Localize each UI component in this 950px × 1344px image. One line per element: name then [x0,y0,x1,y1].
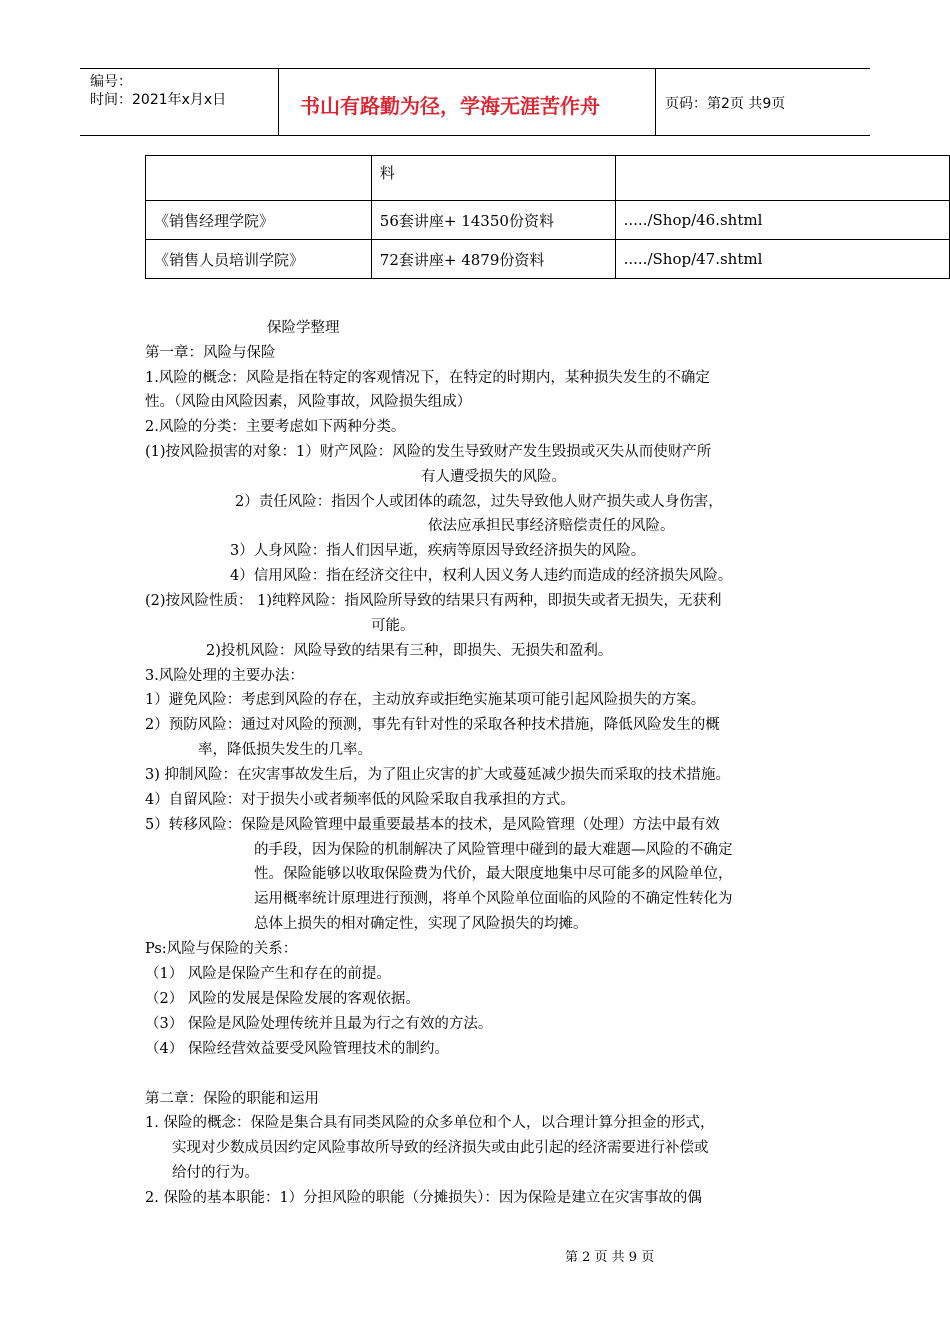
motto-slogan: 书山有路勤为径，学海无涯苦作舟 [300,94,600,118]
page-info: 页码：第2页 共9页 [665,96,786,112]
table-cell: 72套讲座+ 4879份资料 [371,240,615,279]
resource-table [145,155,950,279]
paragraph-line: 2)投机风险：风险导致的结果有三种，即损失、无损失和盈利。 [206,643,613,659]
list-item: （4） 保险经营效益要受风险管理技术的制约。 [145,1041,449,1057]
paragraph-line: 1）避免风险：考虑到风险的存在，主动放弃或拒绝实施某项可能引起风险损失的方案。 [145,692,706,708]
paragraph-line: 总体上损失的相对确定性，实现了风险损失的均摊。 [254,916,588,932]
paragraph-line: 5）转移风险：保险是风险管理中最重要最基本的技术，是风险管理（处理）方法中最有效 [145,817,720,833]
header-bottom-rule [80,135,870,136]
paragraph-line: 2）责任风险：指因个人或团体的疏忽，过失导致他人财产损失或人身伤害， [235,494,723,510]
header-divider-left [278,68,279,135]
table-row [146,240,950,279]
paragraph-line: 实现对少数成员因约定风险事故所导致的经济损失或由此引起的经济需要进行补偿或 [172,1140,709,1156]
table-cell [615,156,949,201]
paragraph-line: 可能。 [371,618,415,634]
list-item: （1） 风险是保险产生和存在的前提。 [145,966,391,982]
table-cell[interactable]: ...../Shop/47.shtml [615,240,949,279]
paragraph-line: 运用概率统计原理进行预测，将单个风险单位面临的风险的不确定性转化为 [254,891,733,907]
paragraph-line: 2）预防风险：通过对风险的预测，事先有针对性的采取各种技术措施，降低风险发生的概 [145,717,720,733]
list-item: （2） 风险的发展是保险发展的客观依据。 [145,991,420,1007]
paragraph-line: 1. 保险的概念：保险是集合具有同类风险的众多单位和个人，以合理计算分担金的形式， [145,1115,715,1131]
paragraph-line: 的手段，因为保险的机制解决了风险管理中碰到的最大难题—风险的不确定 [254,842,733,858]
date-line: 时间：2021年x月x日 [90,92,227,108]
paragraph-line: 2.风险的分类：主要考虑如下两种分类。 [145,419,406,435]
table-cell[interactable]: ...../Shop/46.shtml [615,201,949,240]
header-divider-right [655,68,656,135]
paragraph-line: 4）自留风险：对于损失小或者频率低的风险采取自我承担的方式。 [145,792,575,808]
table-cell: 料 [371,156,615,201]
paragraph-line: 有人遭受损失的风险。 [421,469,566,485]
table-cell [146,156,372,201]
paragraph-line: (1)按风险损害的对象：1）财产风险：风险的发生导致财产发生毁损或灭失从而使财产所 [145,444,712,460]
paragraph-line: (2)按风险性质： 1)纯粹风险：指风险所导致的结果只有两种，即损失或者无损失，无获利 [145,593,722,609]
section-heading: Ps:风险与保险的关系： [145,941,298,957]
table-cell: 《销售人员培训学院》 [146,240,372,279]
paragraph-line: 性。保险能够以收取保险费为代价，最大限度地集中尽可能多的风险单位， [254,866,733,882]
table-row [146,156,950,201]
paragraph-line: 3) 抑制风险：在灾害事故发生后，为了阻止灾害的扩大或蔓延减少损失而采取的技术措施。 [145,767,730,783]
code-label: 编号： [90,74,132,90]
page-footer: 第 2 页 共 9 页 [565,1250,655,1265]
paragraph-line: 依法应承担民事经济赔偿责任的风险。 [428,518,675,534]
table-row [146,201,950,240]
paragraph-line: 性。（风险由风险因素，风险事故，风险损失组成） [145,394,472,410]
header-top-rule [80,68,870,69]
table-cell: 56套讲座+ 14350份资料 [371,201,615,240]
chapter-heading: 第一章：风险与保险 [145,345,276,361]
section-heading: 3.风险处理的主要办法： [145,668,304,684]
paragraph-line: 1.风险的概念：风险是指在特定的客观情况下，在特定的时期内，某种损失发生的不确定 [145,370,710,386]
paragraph-line: 3）人身风险：指人们因早逝，疾病等原因导致经济损失的风险。 [230,543,646,559]
paragraph-line: 2. 保险的基本职能：1）分担风险的职能（分摊损失）：因为保险是建立在灾害事故的偶 [145,1190,702,1206]
paragraph-line: 率，降低损失发生的几率。 [198,742,372,758]
doc-title: 保险学整理 [267,320,340,336]
paragraph-line: 给付的行为。 [172,1165,259,1181]
chapter-heading: 第二章：保险的职能和运用 [145,1091,319,1107]
table-cell: 《销售经理学院》 [146,201,372,240]
paragraph-line: 4）信用风险：指在经济交往中，权利人因义务人违约而造成的经济损失风险。 [230,568,733,584]
list-item: （3） 保险是风险处理传统并且最为行之有效的方法。 [145,1016,493,1032]
